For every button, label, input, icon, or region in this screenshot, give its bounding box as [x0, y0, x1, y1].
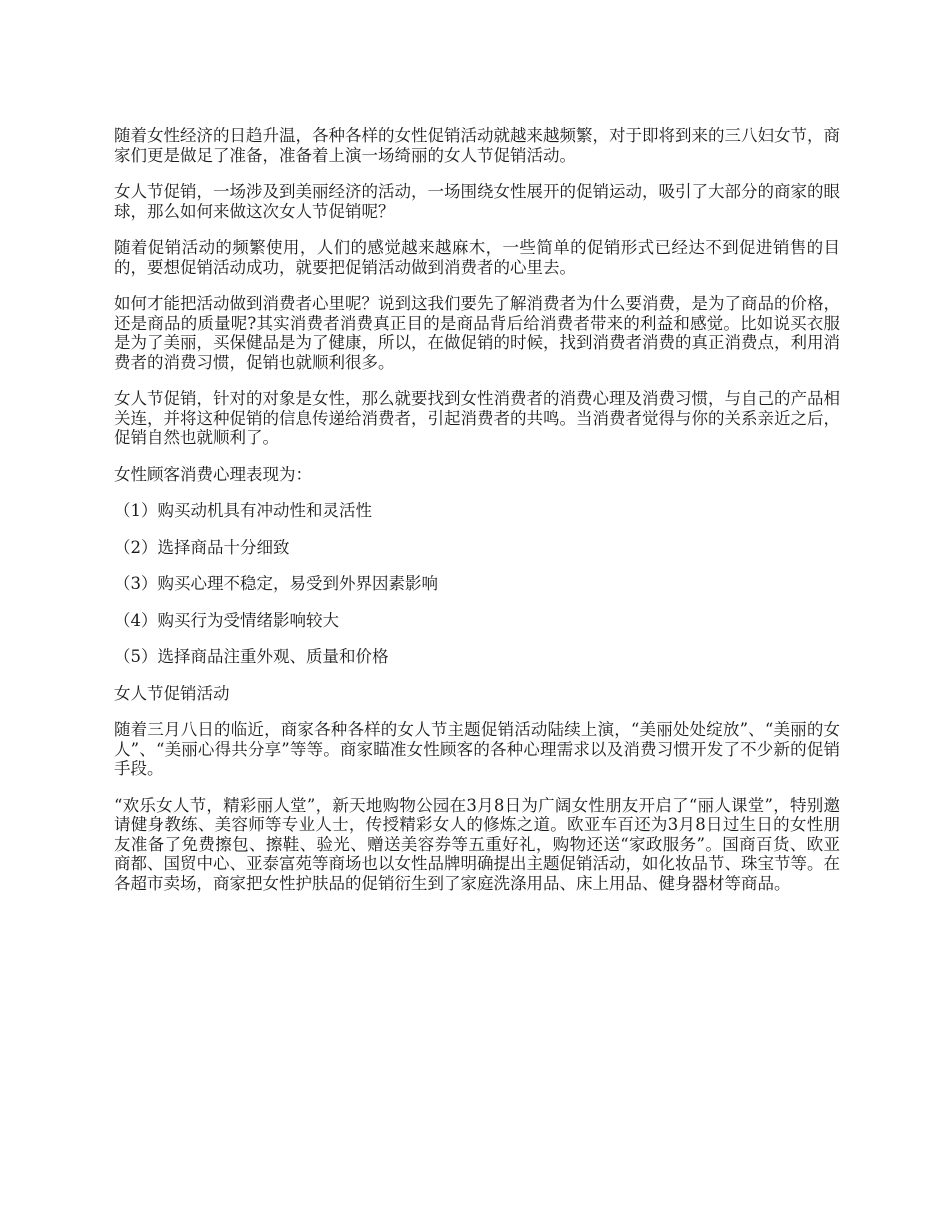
paragraph-numbness: 随着促销活动的频繁使用，人们的感觉越来越麻木，一些简单的促销形式已经达不到促进销售的目的，要想促销活动成功，就要把促销活动做到消费者的心里去。: [114, 238, 840, 277]
paragraph-march-eighth: 随着三月八日的临近，商家各种各样的女人节主题促销活动陆续上演，“美丽处处绽放”、“美丽的女人”、“美丽心得共分享”等等。商家瞄准女性顾客的各种心理需求以及消费习惯开发了不少新的促销手段。: [114, 720, 840, 778]
paragraph-psychology-heading: 女性顾客消费心理表现为：: [114, 464, 312, 484]
list-item-4: （4）购买行为受情绪影响较大: [114, 610, 339, 630]
paragraph-question: 女人节促销，一场涉及到美丽经济的活动，一场围绕女性展开的促销运动，吸引了大部分的商家的眼球，那么如何来做这次女人节促销呢？: [114, 182, 840, 221]
section-heading-activities: 女人节促销活动: [114, 683, 230, 703]
paragraph-target-women: 女人节促销，针对的对象是女性，那么就要找到女性消费者的消费心理及消费习惯，与自己的产品相关连，并将这种促销的信息传递给消费者，引起消费者的共鸣。当消费者觉得与你的关系亲近之后，促销自然也就顺利了。: [114, 389, 840, 447]
list-item-1: （1）购买动机具有冲动性和灵活性: [114, 501, 372, 520]
paragraph-intro: 随着女性经济的日趋升温，各种各样的女性促销活动就越来越频繁，对于即将到来的三八妇女节，商家们更是做足了准备，准备着上演一场绮丽的女人节促销活动。: [114, 126, 840, 165]
list-item-2: （2）选择商品十分细致: [114, 537, 290, 557]
paragraph-mall-activities: “欢乐女人节，精彩丽人堂”，新天地购物公园在3月8日为广阔女性朋友开启了“丽人课堂”，特别邀请健身教练、美容师等专业人士，传授精彩女人的修炼之道。欧亚车百还为3月8日过生日的女性朋友准备了免费擦包、擦鞋、验光、赠送美容券等五重好礼，购物还送“家政服务”。国商百货、欧亚商都、国贸中心、亚泰富苑等商场也以女性品牌明确提出主题促销活动，如化妆品节、珠宝节等。在各超市卖场，商家把女性护肤品的促销衍生到了家庭洗涤用品、床上用品、健身器材等商品。: [114, 795, 840, 893]
paragraph-consumer-heart: 如何才能把活动做到消费者心里呢？说到这我们要先了解消费者为什么要消费，是为了商品的价格，还是商品的质量呢?其实消费者消费真正目的是商品背后给消费者带来的利益和感觉。比如说买衣服是为了美丽，买保健品是为了健康，所以，在做促销的时候，找到消费者消费的真正消费点，利用消费者的消费习惯，促销也就顺利很多。: [114, 294, 840, 372]
list-item-5: （5）选择商品注重外观、质量和价格: [114, 647, 389, 666]
list-item-3: （3）购买心理不稳定，易受到外界因素影响: [114, 574, 438, 593]
document-body: [114, 126, 840, 910]
